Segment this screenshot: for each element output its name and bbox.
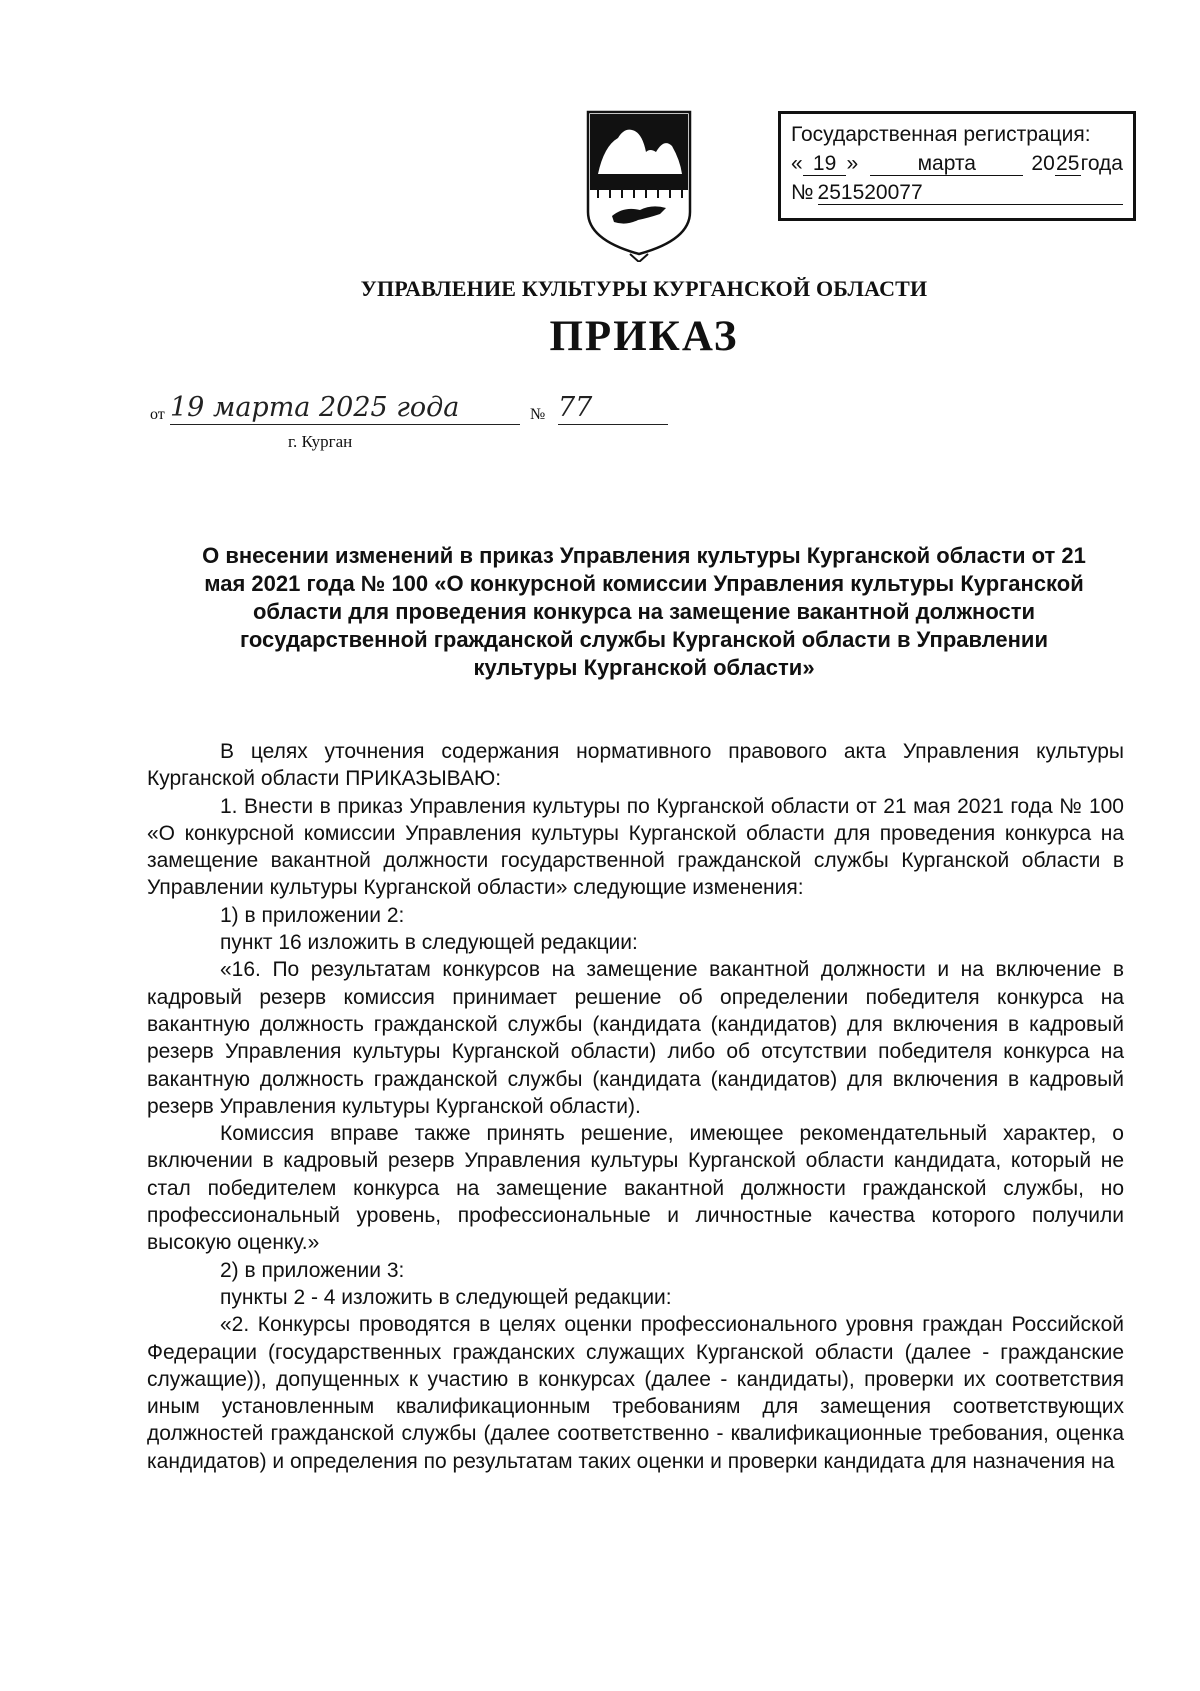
body-paragraph: 1) в приложении 2: [220, 903, 405, 927]
registration-year-prefix: 20 [1031, 152, 1055, 175]
city-name: г. Курган [288, 432, 353, 451]
body-paragraph: «2. Конкурсы проводятся в целях оценки профессионального уровня граждан Российской Федерации (государственных гражданских служащих Курганской области (далее - гражданские служащие)), допущенных к участию в конкурсах (далее - кандидаты), проверки их соответствия иным установленным квалификационным требованиям для замещения соответствующих должностей гражданской службы (далее соответственно - квалификационные требования, оценка кандидатов) и определения по результатам таких оценки и проверки кандидата для назначения на [147, 1313, 1124, 1473]
body-paragraph: Комиссия вправе также принять решение, имеющее рекомендательный характер, о включении в кадровый резерв Управления культуры Курганской области кандидата, который не стал победителем конкурса на замещение вакантной должности гражданской службы, но профессиональный уровень, профессиональные и личностные качества которого получили высокую оценку.» [147, 1122, 1124, 1255]
registration-number-label: № [791, 181, 814, 204]
coat-of-arms-kurgan-oblast-icon [584, 108, 694, 262]
order-number-handwritten: 77 [558, 392, 668, 425]
order-number-label: № [530, 406, 546, 423]
registration-heading: Государственная регистрация: [791, 123, 1091, 146]
order-date-handwritten: 19 марта 2025 года [170, 392, 520, 425]
registration-day: 19 [803, 153, 847, 176]
registration-quote-open: « [791, 152, 803, 175]
body-paragraph: 2) в приложении 3: [220, 1258, 405, 1282]
registration-quote-close: » [846, 152, 859, 175]
registration-year-suffix: 25 [1056, 152, 1080, 175]
registration-month: марта [870, 153, 1023, 176]
registration-number: 251520077 [818, 182, 1123, 205]
body-paragraph: «16. По результатам конкурсов на замещение вакантной должности и на включение в кадровый резерв комиссия принимает решение об определении победителя конкурса на вакантную должность гражданской службы (кандидата (кандидатов) для включения в кадровый резерв Управления культуры Курганской области) либо об отсутствии победителя конкурса на вакантную должность гражданской службы (кандидата (кандидатов) для включения в кадровый резерв Управления культуры Курганской области). [147, 958, 1124, 1118]
state-registration-box [778, 111, 1136, 221]
body-paragraph: 1. Внести в приказ Управления культуры по Курганской области от 21 мая 2021 года № 100 «О конкурсной комиссии Управления культуры Курганской области для проведения конкурса на замещение вакантной должности государственной гражданской службы Курганской области в Управлении культуры Курганской области» следующие изменения: [147, 794, 1124, 900]
document-type-title: ПРИКАЗ [549, 313, 739, 360]
registration-number-row [791, 178, 1123, 207]
body-paragraph: пункт 16 изложить в следующей редакции: [220, 931, 638, 955]
order-dateline [150, 392, 670, 458]
date-from-label: от [150, 406, 165, 423]
order-body [147, 738, 1124, 1475]
registration-date [791, 149, 1123, 178]
organization-name: УПРАВЛЕНИЕ КУЛЬТУРЫ КУРГАНСКОЙ ОБЛАСТИ [360, 276, 928, 301]
order-subject-title: О внесении изменений в приказ Управления культуры Курганской области от 21 мая 2021 года № 100 «О конкурсной комиссии Управления культуры Курганской области для проведения конкурса на замещение вакантной должности государственной гражданской службы Курганской области в Управлении культуры Курганской области» [202, 543, 1086, 680]
body-paragraph: пункты 2 - 4 изложить в следующей редакции: [220, 1285, 672, 1309]
registration-year-word: года [1080, 152, 1123, 175]
body-paragraph: В целях уточнения содержания нормативного правового акта Управления культуры Курганской области ПРИКАЗЫВАЮ: [147, 740, 1124, 791]
